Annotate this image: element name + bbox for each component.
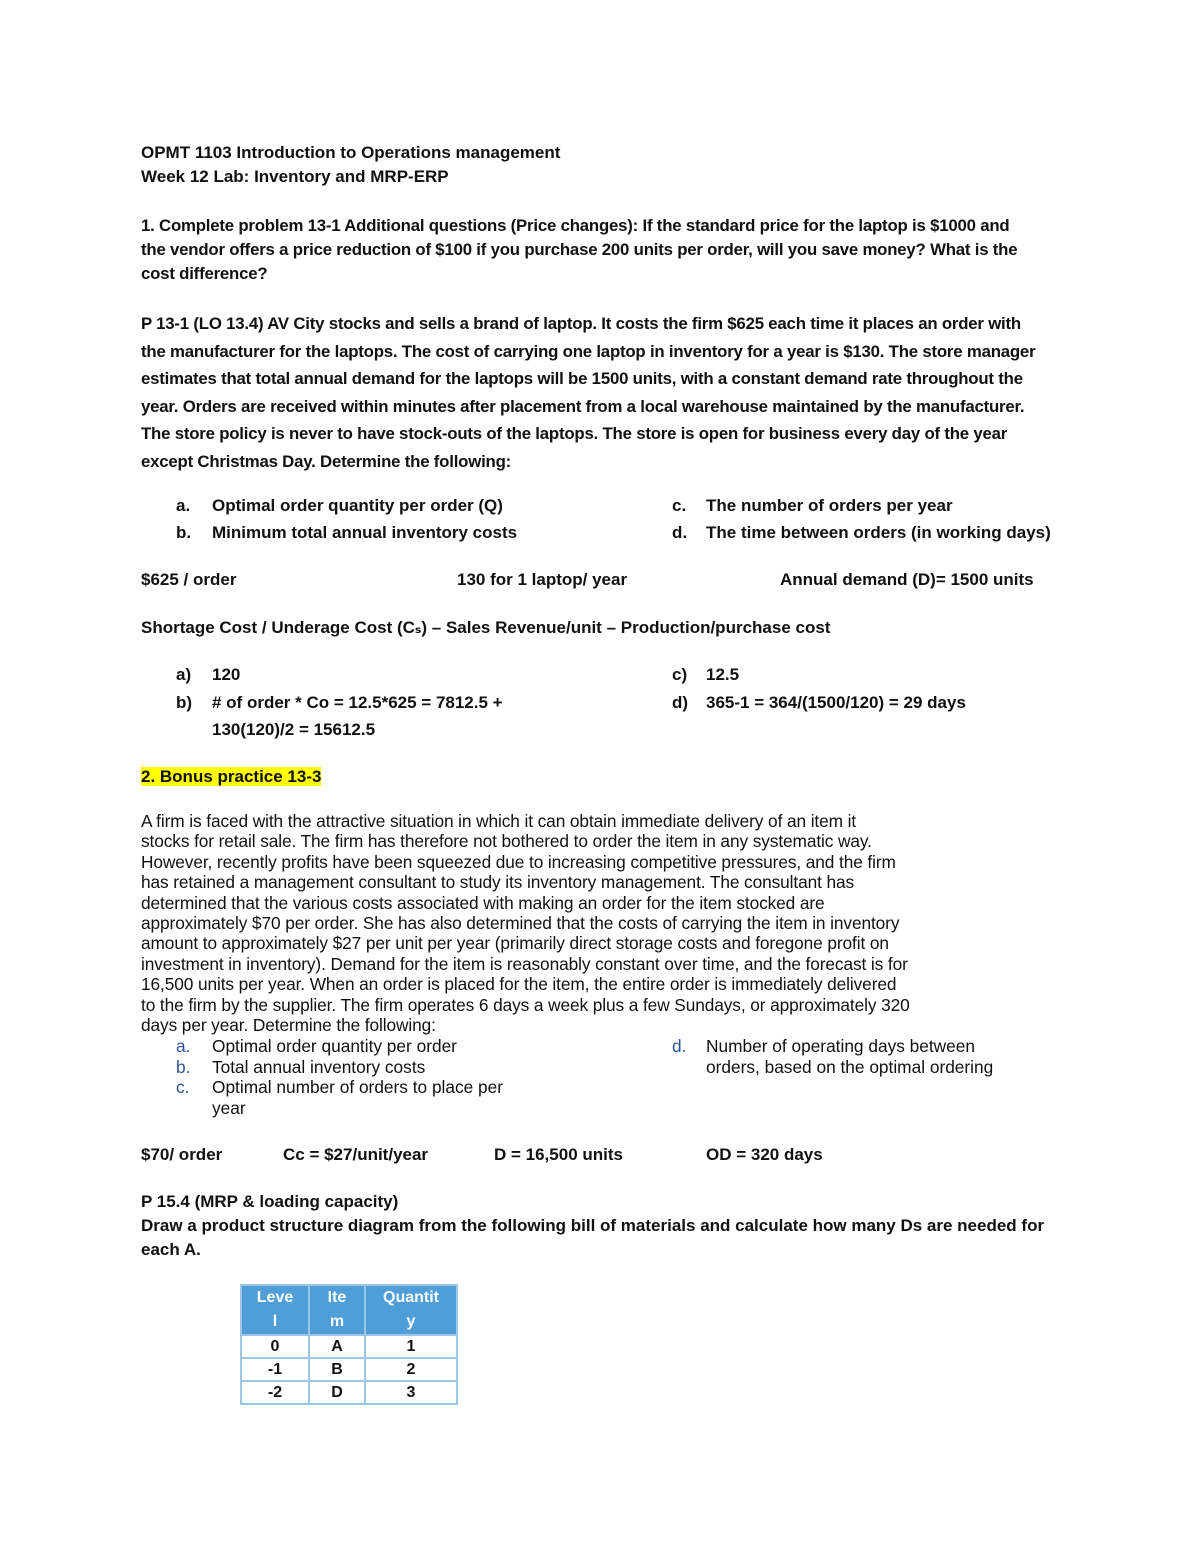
list-item: Optimal order quantity per order (Q) [212,496,503,515]
given-carrying-cost: Cc = $27/unit/year [283,1145,429,1164]
problem-15-4-line: Draw a product structure diagram from the following bill of materials and calculate how many Ds are needed for [141,1216,1045,1235]
paragraph-line: approximately $70 per order. She has also determined that the costs of carrying the item in inventory [141,913,900,934]
paragraph-line: 16,500 units per year. When an order is placed for the item, the entire order is immediately delivered [141,974,897,995]
given-demand: D = 16,500 units [494,1145,623,1164]
list-item: Optimal number of orders to place per [212,1077,504,1097]
table-cell: B [309,1358,365,1381]
problem-line: estimates that total annual demand for the laptops will be 1500 units, with a constant demand rate throughout the [141,369,1023,388]
problem-line: except Christmas Day. Determine the following: [141,451,512,471]
header-level [241,1285,309,1335]
problem-line: the manufacturer for the laptops. The cost of carrying one laptop in inventory for a year is $130. The store manager [141,341,1036,361]
given-annual-demand: Annual demand (D)= 1500 units [780,570,1034,589]
problem-13-1 [141,310,1035,475]
list-marker: c. [672,496,687,515]
paragraph-line: has retained a management consultant to study its inventory management. The consultant has [141,872,855,893]
paragraph-line: amount to approximately $27 per unit per year (primarily direct storage costs and foregone profit on [141,933,889,954]
paragraph-line: investment in inventory). Demand for the item is reasonably constant over time, and the forecast is for [141,953,908,974]
list-marker: a. [176,496,191,515]
table-cell: -2 [241,1381,309,1404]
paragraph-line: stocks for retail sale. The firm has therefore not bothered to order the item in any systematic way. [141,831,872,852]
table-cell: -1 [241,1358,309,1381]
table-header-row [241,1285,457,1335]
bill-of-materials-table-wrap [240,1284,458,1405]
table-cell: 3 [365,1381,457,1404]
given-order-cost: $70/ order [141,1145,223,1164]
paragraph-line: days per year. Determine the following: [141,1015,436,1036]
list-marker: b. [176,1057,191,1077]
answer-text: 365-1 = 364/(1500/120) = 29 days [706,693,966,712]
list-item: Number of operating days between [706,1036,975,1056]
answer-text: 12.5 [706,665,740,684]
question-1-line: 1. Complete problem 13-1 Additional questions (Price changes): If the standard price for the laptop is $1000 and [141,216,1010,235]
question-1-line: cost difference? [141,264,268,283]
answer-marker: d) [672,693,689,712]
lab-title: Week 12 Lab: Inventory and MRP-ERP [141,167,449,186]
problem-line: The store policy is never to have stock-outs of the laptops. The store is open for business every day of the year [141,424,1008,443]
table-cell: A [309,1335,365,1358]
question-1 [141,214,1017,286]
header-text: y [406,1313,416,1330]
problem-15-4-line: each A. [141,1240,201,1259]
table-cell: 0 [241,1335,309,1358]
paragraph-line: However, recently profits have been squeezed due to increasing competitive pressures, and the firm [141,851,896,872]
list-marker: c. [176,1077,190,1097]
list-item: Optimal order quantity per order [212,1036,457,1056]
given-carrying-cost: 130 for 1 laptop/ year [457,570,628,589]
list-item: The number of orders per year [706,496,953,515]
problem-line: P 13-1 (LO 13.4) AV City stocks and sells a brand of laptop. It costs the firm $625 each time it places an order with [141,314,1021,333]
highlighted-heading: 2. Bonus practice 13-3 [141,767,322,786]
answer-marker: a) [176,665,192,684]
list-item-continued: year [212,1098,246,1118]
paragraph-line: to the firm by the supplier. The firm operates 6 days a week plus a few Sundays, or approximately 320 [141,994,910,1015]
answer-text: # of order * Co = 12.5*625 = 7812.5 + [212,693,503,712]
bill-of-materials-table [240,1284,458,1405]
table-row [241,1381,457,1404]
paragraph-line: determined that the various costs associated with making an order for the item stocked are [141,892,825,913]
table-row [241,1358,457,1381]
answer-marker: c) [672,665,688,684]
table-cell: 1 [365,1335,457,1358]
header-text: Leve [256,1289,294,1306]
header-item [309,1285,365,1335]
paragraph-line: A firm is faced with the attractive situation in which it can obtain immediate delivery of an item it [141,811,857,831]
list-item: The time between orders (in working days) [706,523,1051,542]
given-order-cost: $625 / order [141,570,237,589]
course-title: OPMT 1103 Introduction to Operations management [141,143,561,162]
header-text: Quantit [383,1289,439,1306]
list-item-continued: orders, based on the optimal ordering [706,1057,994,1077]
answer-text: 120 [212,665,241,684]
table-cell: 2 [365,1358,457,1381]
problem-15-4-title: P 15.4 (MRP & loading capacity) [141,1192,399,1211]
list-item: Total annual inventory costs [212,1057,426,1077]
header-text: m [329,1313,345,1330]
header-quantity [365,1285,457,1335]
table-cell: D [309,1381,365,1404]
list-item: Minimum total annual inventory costs [212,523,518,542]
shortage-cost-formula: Shortage Cost / Underage Cost (Cₛ) – Sales Revenue/unit – Production/purchase cost [141,618,831,637]
problem-line: year. Orders are received within minutes after placement from a local warehouse maintained by the manufacturer. [141,396,1025,416]
list-marker: a. [176,1036,191,1056]
question-2-body [141,811,1071,1035]
given-operating-days: OD = 320 days [706,1145,823,1164]
question-1-line: the vendor offers a price reduction of $100 if you purchase 200 units per order, will you save money? What is the [141,240,1018,259]
list-marker: d. [672,1036,687,1056]
answer-text-continued: 130(120)/2 = 15612.5 [212,720,376,739]
header-text: Ite [327,1289,347,1306]
answer-marker: b) [176,693,193,712]
list-marker: b. [176,523,192,542]
list-marker: d. [672,523,688,542]
question-2-heading [141,767,321,787]
header-text: l [272,1313,278,1330]
table-row [241,1335,457,1358]
